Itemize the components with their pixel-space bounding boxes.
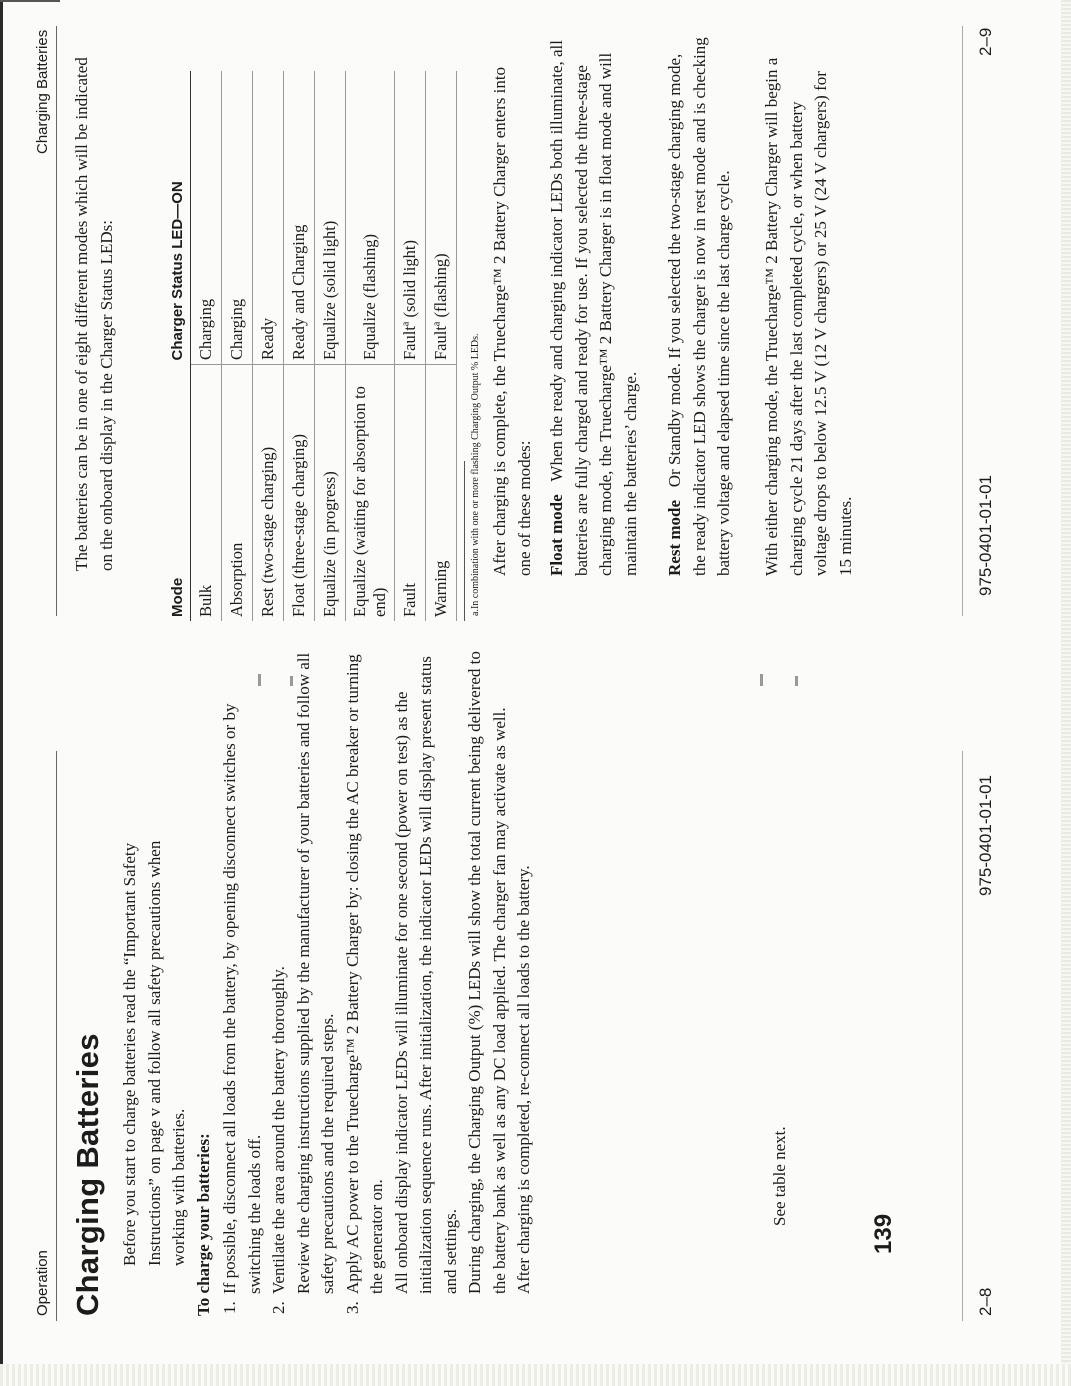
mode-cell: Bulk <box>191 365 222 622</box>
float-mode-term: Float mode <box>547 494 566 576</box>
right-header-rule <box>56 26 57 616</box>
charge-cycle-paragraph: With either charging mode, the Truecharge™ 2 Battery Charger will begin a charging cycle 21 days after the last completed cycle, or when battery voltage drops to below 12.5 V (12 V chargers) or 25 V (24 V chargers) for 15 minutes. <box>762 57 855 576</box>
binding-hole-mark <box>258 674 261 686</box>
table-row <box>426 71 457 621</box>
right-running-header: Charging Batteries <box>34 29 51 154</box>
status-cell: Charging <box>222 71 253 365</box>
modes-intro: The batteries can be in one of eight different modes which will be indicated on the onboard display in the Charger Status LEDs: <box>72 57 116 571</box>
left-running-header: Operation <box>34 1250 51 1316</box>
table-row <box>253 71 284 621</box>
intro-paragraph: Before you start to charge batteries read the “Important Safety Instructions” on page v and follow all safety precautions when working with batteries. <box>120 840 188 1266</box>
footnote-marker: a <box>431 321 443 327</box>
float-mode-paragraph <box>545 36 643 576</box>
steps-list <box>218 634 537 1324</box>
status-suffix: (solid light) <box>400 240 419 322</box>
table-row <box>315 71 346 621</box>
status-suffix: (flashing) <box>431 253 450 322</box>
step-3-sub-a <box>390 634 464 1324</box>
status-cell: Ready and Charging <box>284 71 315 365</box>
mode-cell: Equalize (in progress) <box>315 365 346 622</box>
step-3 <box>341 634 390 1324</box>
column-header-mode: Mode <box>165 365 191 622</box>
rest-mode-term: Rest mode <box>665 499 684 576</box>
float-mode-text: When the ready and charging indicator LEDs both illuminate, all batteries are fully charged and ready for use. If you selected the three-stage charging mode, the Truecharge™ 2 Battery Charger is in float mode and will maintain the batteries’ charge. <box>547 40 640 576</box>
mode-cell: Equalize (waiting for absorption to end) <box>346 365 395 622</box>
right-doc-number: 975-0401-01-01 <box>976 475 995 596</box>
binding-hole-mark <box>795 676 798 686</box>
rest-mode-paragraph <box>663 36 737 576</box>
rest-mode-text: Or Standby mode. If you selected the two-stage charging mode, the ready indicator LED shows the charger is now in rest mode and is checking battery voltage and elapsed time since the last charge cycle. <box>665 37 733 576</box>
mode-cell: Warning <box>426 365 457 622</box>
right-page-number: 2–9 <box>976 27 995 56</box>
left-doc-number: 975-0401-01-01 <box>976 775 995 896</box>
table-footnote: a.In combination with one or more flashing Charging Output % LEDs. <box>470 333 481 616</box>
right-footer-rule <box>962 26 963 616</box>
mode-cell: Fault <box>395 365 426 622</box>
table-row <box>395 71 426 621</box>
procedure-heading: To charge your batteries: <box>194 1133 213 1316</box>
status-cell: Charging <box>191 71 222 365</box>
left-header-rule <box>56 751 57 1321</box>
step-number: 2. <box>269 1301 288 1314</box>
mode-cell: Rest (two-stage charging) <box>253 365 284 622</box>
table-row <box>346 71 395 621</box>
status-text: Fault <box>431 326 450 360</box>
after-charging-paragraph: After charging is complete, the Truecharge™ 2 Battery Charger enters into one of these modes: <box>490 66 534 576</box>
column-header-status: Charger Status LED—ON <box>165 71 191 365</box>
mode-cell: Float (three-stage charging) <box>284 365 315 622</box>
step-1 <box>218 634 267 1324</box>
step-3-sub-c <box>512 634 537 1324</box>
handwritten-page-number: 139 <box>870 1213 897 1254</box>
footnote-rule <box>464 461 465 621</box>
left-page-number: 2–8 <box>976 1287 995 1316</box>
status-cell: Ready <box>253 71 284 365</box>
step-text: After charging is completed, re-connect all loads to the battery. <box>514 865 533 1294</box>
step-text: Ventilate the area around the battery thoroughly. <box>269 966 288 1294</box>
table-row <box>222 71 253 621</box>
step-text: Review the charging instructions supplied by the manufacturer of your batteries and follow all safety precautions and the required steps. <box>293 652 337 1294</box>
step-number: 1. <box>220 1301 239 1314</box>
step-text: All onboard display indicator LEDs will illuminate for one second (power on test) as the initialization sequence runs. After initialization, the indicator LEDs will display present status and settings. <box>391 656 460 1294</box>
see-table-next: See table next. <box>770 1126 789 1226</box>
status-cell: Equalize (solid light) <box>315 71 346 365</box>
step-2 <box>267 634 292 1324</box>
binding-hole-mark <box>760 674 763 686</box>
status-text: Fault <box>400 326 419 360</box>
step-text: If possible, disconnect all loads from the battery, by opening disconnect switches or by switching the loads off. <box>220 703 264 1294</box>
step-text: During charging, the Charging Output (%) LEDs will show the total current being delivered to the battery bank as well as any DC load applied. The charger fan may activate as well. <box>465 651 509 1294</box>
table-row <box>191 71 222 621</box>
mode-cell: Absorption <box>222 365 253 622</box>
left-footer-rule <box>962 751 963 1321</box>
step-text: Apply AC power to the Truecharge™ 2 Battery Charger by: closing the AC breaker or turning the generator on. <box>342 654 386 1294</box>
table-header-row <box>165 71 191 621</box>
status-cell <box>426 71 457 365</box>
binding-hole-mark <box>290 676 293 686</box>
step-number: 3. <box>342 1301 362 1314</box>
footnote-marker: a <box>400 321 412 327</box>
status-cell <box>395 71 426 365</box>
status-cell: Equalize (flashing) <box>346 71 395 365</box>
step-3-sub-b <box>463 634 512 1324</box>
step-2-sub <box>292 634 341 1324</box>
table-row <box>284 71 315 621</box>
modes-table <box>165 71 457 621</box>
page-title: Charging Batteries <box>70 1033 105 1316</box>
